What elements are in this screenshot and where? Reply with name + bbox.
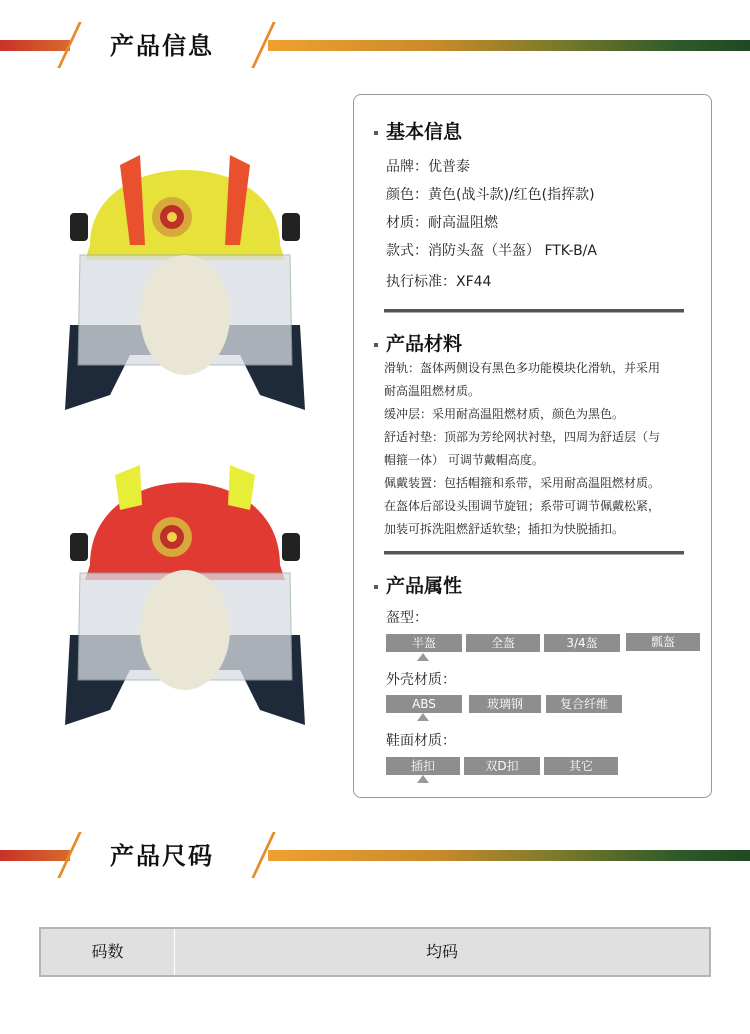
info-material: 材质：耐高温阻燃	[386, 215, 498, 231]
bullet-square-icon	[374, 131, 378, 135]
basic-info-heading	[374, 117, 462, 144]
materials-line: 舒适衬垫：顶部为芳纶网状衬垫，四周为舒适层（与	[384, 430, 661, 444]
attributes-heading-text: 产品属性	[386, 575, 463, 597]
banner-right-bar	[268, 40, 750, 51]
materials-line: 加装可拆洗阻燃舒适软垫；插扣为快脱插扣。	[384, 522, 625, 536]
info-standard: 执行标准：XF44	[386, 274, 492, 290]
banner-right-bar	[268, 850, 750, 861]
info-style: 款式：消防头盔（半盔） FTK-B/A	[386, 243, 597, 259]
helmet-type-option[interactable]: 瓢盔	[626, 633, 700, 651]
size-table-value: 均码	[425, 942, 458, 961]
size-table-header: 码数	[41, 929, 175, 975]
info-color: 颜色：黄色(战斗款)/红色(指挥款)	[386, 187, 595, 203]
materials-line: 帽箍一体） 可调节戴帽高度。	[384, 453, 544, 467]
materials-line: 佩戴装置：包括帽箍和系带，采用耐高温阻燃材质。	[384, 476, 661, 490]
section-banner-product-info	[0, 16, 750, 76]
helmet-image-red	[60, 445, 310, 735]
helmet-type-label: 盔型：	[386, 610, 428, 626]
section-title: 产品尺码	[110, 842, 214, 870]
divider	[384, 551, 684, 555]
shell-material-option[interactable]: 玻璃钢	[469, 695, 541, 713]
materials-line: 耐高温阻燃材质。	[384, 384, 481, 398]
shell-material-option[interactable]: ABS	[386, 695, 462, 713]
bullet-square-icon	[374, 343, 378, 347]
materials-line: 滑轨：盔体两侧设有黑色多功能模块化滑轨，并采用	[384, 361, 661, 375]
divider	[384, 309, 684, 313]
helmet-type-option[interactable]: 全盔	[466, 634, 540, 652]
banner-left-bar	[0, 850, 70, 861]
helmet-type-option[interactable]: 半盔	[386, 634, 462, 652]
selected-indicator-icon	[417, 713, 429, 721]
product-info-panel	[353, 94, 712, 798]
materials-text	[384, 357, 689, 541]
chinstrap-material-option[interactable]: 其它	[544, 757, 618, 775]
section-title: 产品信息	[110, 32, 214, 60]
helmet-red-graphic	[60, 445, 310, 735]
materials-line: 在盔体后部设头围调节旋钮；系带可调节佩戴松紧，	[384, 499, 661, 513]
selected-indicator-icon	[417, 653, 429, 661]
selected-indicator-icon	[417, 775, 429, 783]
shell-material-label: 外壳材质：	[386, 672, 456, 688]
materials-heading-text: 产品材料	[386, 333, 463, 355]
materials-line: 缓冲层：采用耐高温阻燃材质，颜色为黑色。	[384, 407, 625, 421]
section-banner-product-size	[0, 826, 750, 886]
chinstrap-material-option[interactable]: 双D扣	[464, 757, 540, 775]
chinstrap-material-option[interactable]: 插扣	[386, 757, 460, 775]
size-table	[39, 927, 711, 977]
helmet-type-option[interactable]: 3/4盔	[544, 634, 620, 652]
banner-left-bar	[0, 40, 70, 51]
helmet-yellow-graphic	[60, 125, 310, 415]
attributes-heading	[374, 571, 462, 598]
basic-info-heading-text: 基本信息	[386, 121, 463, 143]
shell-material-option[interactable]: 复合纤维	[546, 695, 622, 713]
chinstrap-material-label: 鞋面材质：	[386, 733, 456, 749]
materials-heading	[374, 329, 462, 356]
helmet-image-yellow	[60, 125, 310, 415]
info-brand: 品牌：优普泰	[386, 159, 470, 175]
bullet-square-icon	[374, 585, 378, 589]
